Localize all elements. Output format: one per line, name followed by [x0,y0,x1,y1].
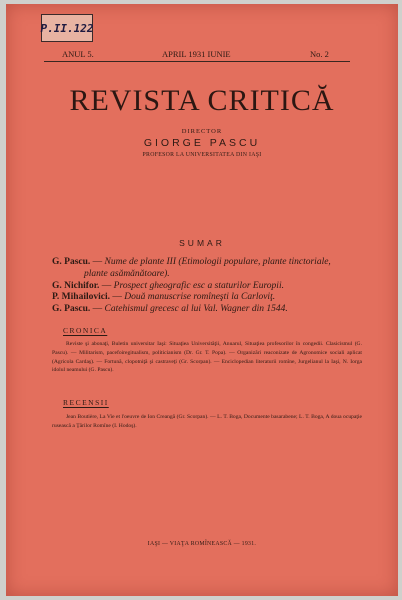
summary-entry: G. Pascu. — Catehismul grecesc al lui Val. Wagner din 1544. [52,304,288,315]
issue-volume: ANUL 5. [62,49,94,59]
summary-contents [52,257,362,316]
director-name: GIORGE PASCU [143,137,261,149]
entry-work-continued: plante asămănătoare). [84,268,170,279]
summary-entry: P. Mihailovici. — Două manuscrise romîneşti la Carloviţ. [52,292,276,303]
entry-author: G. Pascu. [52,257,91,267]
library-stamp [41,14,93,42]
journal-cover [6,4,398,596]
publisher-footer: IAŞI — VIAŢA ROMÎNEASCĂ — 1931. [147,541,257,547]
stamp-text: P.II.122 [40,21,94,35]
entry-work: Catehismul grecesc al lui Val. Wagner din 1544. [104,304,288,315]
issue-date: APRIL 1931 IUNIE [162,49,231,59]
summary-entry: G. Pascu. — Nume de plante III (Etimologii populare, plante tinctoriale, plante asămănătoare). [52,257,362,281]
entry-work: Două manuscrise romîneşti la Carloviţ. [124,292,276,303]
entry-work: Nume de plante III (Etimologii populare, plante tinctoriale, [104,257,331,267]
cronica-text: Reviste şi abonaţi, Buletin universitar Iaşi: Situaţiea Universităţii, Anuarul, Situaţiea profesorilor în congedii. Clasicismul (G. Pascu). — Militarism, pacefoiregitualism, politicianism (Dr. Gr. T. Popa). — Organizări reaconizate de Agronomice sociali aplicat (Agricola Cardaş). — Fortună, clopotniţă şi castraveţi (Gr. Scorpan). — Enciclopedian literaturii romîne, Jurgelianul la Iaşi, N. Iorga idolul neamului (G. Pascu). [52,341,362,374]
cronica-heading: CRONICA [63,326,108,335]
recensii-heading: RECENSII [63,398,109,407]
summary-entry: G. Nichifor. — Prospect gheografic esc a staturilor Europii. [52,280,284,291]
entry-author: G. Pascu. [52,304,91,315]
issue-number: No. 2 [310,49,329,59]
entry-work: Prospect gheografic esc a staturilor Europii. [113,280,284,291]
journal-title: REVISTA CRITICĂ [69,84,335,117]
summary-heading: SUMAR [179,238,225,248]
recensii-text: Jean Boutière, La Vie et l'oeuvre de Ion Creangă (Gr. Scorpan). — L. T. Boga, Documente basarabene; L. T. Boga, A doua ocupaţie rusească a Ţărilor Romîne (I. Hodoş). [52,414,362,429]
director-label: DIRECTOR [181,128,223,135]
entry-author: P. Mihailovici. [52,292,110,303]
issue-divider [44,61,350,62]
entry-author: G. Nichifor. [52,280,100,291]
director-title: PROFESOR LA UNIVERSITATEA DIN IAŞI [142,152,262,158]
